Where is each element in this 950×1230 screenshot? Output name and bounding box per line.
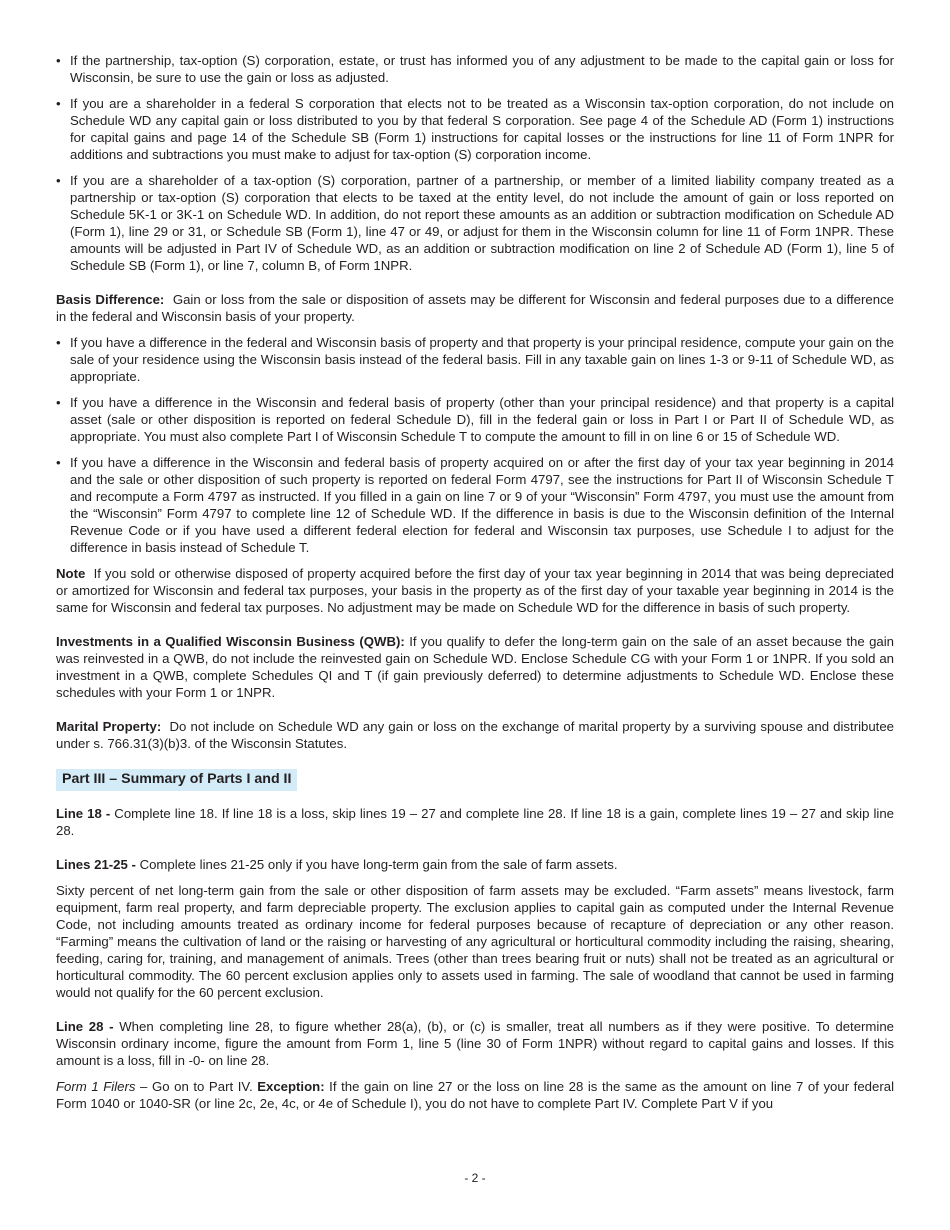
bullet-item — [56, 394, 894, 445]
marital-property-paragraph — [56, 718, 894, 752]
bullet-dot: • — [56, 53, 61, 68]
bullet-text: If you are a shareholder of a tax-option (S) corporation, partner of a partnership, or member of a limited liability company treated as a partnership or tax-option (S) corporation that elects to be taxed at the entity level, do not include the amount of gain or loss reported on Schedule 5K-1 or 3K-1 on Schedule WD. In addition, do not report these amounts as an addition or subtraction modification on Schedule AD (Form 1), line 29 or 31, or Schedule SB (Form 1), line 47 or 49, or adjust for them in the Wisconsin column for line 11 of Form 1NPR. These amounts will be adjusted in Part IV of Schedule WD, as an addition or subtraction modification on line 2 of Schedule AD (Form 1), line 5 of Schedule SB (Form 1), or line 7, column B, of Form 1NPR. — [70, 173, 894, 273]
bullet-dot: • — [56, 395, 61, 410]
note-label: Note — [56, 566, 86, 581]
qwb-paragraph — [56, 633, 894, 701]
lines-21-25-paragraph — [56, 856, 894, 873]
marital-property-label: Marital Property: — [56, 719, 162, 734]
marital-property-text: Do not include on Schedule WD any gain or loss on the exchange of marital property by a surviving spouse and distributee under s. 766.31(3)(b)3. of the Wisconsin Statutes. — [56, 719, 895, 751]
qwb-label: Investments in a Qualified Wisconsin Business (QWB): — [56, 634, 405, 649]
bullet-dot: • — [56, 455, 61, 470]
basis-difference-text: Gain or loss from the sale or disposition of assets may be different for Wisconsin and federal purposes due to a difference in the federal and Wisconsin basis of your property. — [56, 292, 894, 324]
bullet-dot: • — [56, 96, 61, 111]
form-1-filers-paragraph — [56, 1078, 894, 1112]
basis-difference-paragraph — [56, 291, 894, 325]
note-paragraph — [56, 565, 894, 616]
bullet-text: If you have a difference in the Wisconsin and federal basis of property (other than your principal residence) and that property is a capital asset (sale or other disposition is reported on federal Schedule D), fill in the federal gain or loss in Part I or Part II of Schedule WD, as appropriate. You must also complete Part I of Wisconsin Schedule T to compute the amount to fill in on line 6 or 15 of Schedule WD. — [70, 395, 894, 444]
qwb-text: If you qualify to defer the long-term gain on the sale of an asset because the gain was reinvested in a QWB, do not include the reinvested gain on Schedule WD. Enclose Schedule CG with your Form 1 or 1NPR. If you sold an investment in a QWB, complete Schedules QI and T (if gain previously deferred) to determine adjustments to Schedule WD. Enclose these schedules with your Form 1 or 1NPR. — [56, 634, 895, 700]
bullet-text: If you have a difference in the federal and Wisconsin basis of property and that property is your principal residence, compute your gain on the sale of your residence using the Wisconsin basis instead of the federal basis. Fill in any taxable gain on lines 1-3 or 9-11 of Schedule WD, as appropriate. — [70, 335, 894, 384]
basis-difference-label: Basis Difference: — [56, 292, 165, 307]
bullet-dot: • — [56, 173, 61, 188]
form-1-filers-label: Form 1 Filers — [56, 1079, 136, 1094]
page-number: - 2 - — [464, 1171, 486, 1185]
lines-21-25-label: Lines 21-25 - — [56, 857, 136, 872]
bullet-dot: • — [56, 335, 61, 350]
exception-label: Exception: — [257, 1079, 325, 1094]
bullet-item — [56, 95, 894, 163]
line-18-label: Line 18 - — [56, 806, 111, 821]
note-text: If you sold or otherwise disposed of property acquired before the first day of your tax year beginning in 2014 that was being depreciated or amortized for Wisconsin and federal tax purposes, your basis in the property as of the first day of your taxable year beginning in 2014 is the same for Wisconsin and federal tax purposes. No adjustment may be made on Schedule WD for the difference in basis of such property. — [56, 566, 895, 615]
line-28-text: When completing line 28, to figure whether 28(a), (b), or (c) is smaller, treat all numbers as if they were positive. To determine Wisconsin ordinary income, figure the amount from Form 1, line 5 (line 30 of Form 1NPR) without regard to capital gains and losses. If this amount is a loss, fill in -0- on line 28. — [56, 1019, 895, 1068]
line-28-label: Line 28 - — [56, 1019, 114, 1034]
line-28-paragraph — [56, 1018, 894, 1069]
bullet-item — [56, 334, 894, 385]
bullet-text: If you have a difference in the Wisconsin and federal basis of property acquired on or after the first day of your tax year beginning in 2014 and the sale or other disposition of such property is reported on federal Form 4797, see the instructions for Part II of Wisconsin Schedule T and recompute a Form 4797 as instructed. If you filled in a gain on line 7 or 9 of your “Wisconsin” Form 4797, you must use the amount from the “Wisconsin” Form 4797 to complete line 12 of Schedule WD. If the difference in basis is due to the Wisconsin definition of the Internal Revenue Code or if you have used a different federal election for federal and Wisconsin tax purposes, use Schedule I to adjust for the difference in basis instead of Schedule T. — [70, 455, 894, 555]
part-iii-heading: Part III – Summary of Parts I and II — [56, 769, 297, 791]
farm-exclusion-paragraph: Sixty percent of net long-term gain from the sale or other disposition of farm assets may be excluded. “Farm assets” means livestock, farm equipment, farm real property, and farm depreciable property. The exclusion applies to capital gain as computed under the Internal Revenue Code, not including amounts treated as ordinary income for federal purposes because of recapture of depreciation or any other reason. “Farming” means the cultivation of land or the raising or harvesting of any agricultural or horticultural commodity including the raising, shearing, feeding, caring for, training, and management of animals. Trees (other than trees bearing fruit or nuts) shall not be treated as an agricultural or horticultural commodity. The 60 percent exclusion applies only to assets used in farming. The sale of woodland that cannot be used in farming would not qualify for the 60 percent exclusion. — [56, 883, 894, 1000]
bullet-text: If the partnership, tax-option (S) corporation, estate, or trust has informed you of any adjustment to be made to the capital gain or loss for Wisconsin, be sure to use the gain or loss as adjusted. — [70, 53, 894, 85]
bullet-text: If you are a shareholder in a federal S corporation that elects not to be treated as a Wisconsin tax-option corporation, do not include on Schedule WD any capital gain or loss distributed to you by that federal S corporation. See page 4 of the Schedule AD (Form 1) instructions for capital gains and page 14 of the Schedule SB (Form 1) instructions for capital losses or the instructions for line 11 of Form 1NPR for additions and subtractions you must make to adjust for tax-option (S) corporation income. — [70, 96, 894, 162]
line-18-text: Complete line 18. If line 18 is a loss, skip lines 19 – 27 and complete line 28. If line 18 is a gain, complete lines 19 – 27 and skip line 28. — [56, 806, 895, 838]
bullet-item — [56, 52, 894, 86]
form-1-filers-intro: – Go on to Part IV. — [135, 1079, 258, 1094]
line-18-paragraph — [56, 805, 894, 839]
exception-text: If the gain on line 27 or the loss on line 28 is the same as the amount on line 7 of your federal Form 1040 or 1040-SR (or line 2c, 2e, 4c, or 4e of Schedule I), you do not have to complete Part IV. Complete Part V if you — [56, 1079, 895, 1111]
lines-21-25-text: Complete lines 21-25 only if you have long-term gain from the sale of farm assets. — [139, 857, 618, 872]
bullet-item — [56, 172, 894, 274]
bullet-item — [56, 454, 894, 556]
